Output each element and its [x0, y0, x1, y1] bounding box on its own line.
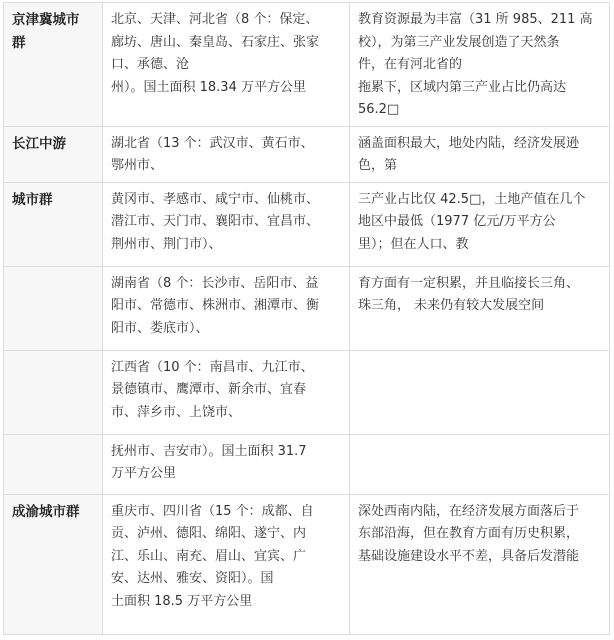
row-name-cell — [4, 434, 103, 494]
row-name-cell — [4, 350, 103, 434]
table-row — [4, 350, 610, 434]
table-row — [4, 126, 610, 182]
row-areas-cell: 湖北省（13 个：武汉市、黄石市、 鄂州市、 — [103, 126, 350, 182]
table-row — [4, 182, 610, 266]
row-name-cell: 京津冀城市 群 — [4, 3, 103, 127]
row-desc-cell: 育方面有一定积累，并且临接长三角、 珠三角， 未来仍有较大发展空间 — [350, 266, 610, 350]
row-areas-cell: 江西省（10 个：南昌市、九江市、 景德镇市、鹰潭市、新余市、宜春 市、萍乡市、上饶市、 — [103, 350, 350, 434]
row-desc-cell: 涵盖面积最大，地处内陆，经济发展逊 色，第 — [350, 126, 610, 182]
row-name-cell: 城市群 — [4, 182, 103, 266]
row-desc-cell: 深处西南内陆，在经济发展方面落后于 东部沿海，但在教育方面有历史积累， 基础设施建设水平不差，具备后发潜能 — [350, 494, 610, 634]
table-row — [4, 266, 610, 350]
row-name-cell: 成渝城市群 — [4, 494, 103, 634]
row-desc-cell — [350, 434, 610, 494]
row-name-cell — [4, 266, 103, 350]
row-areas-cell: 抚州市、吉安市）。国土面积 31.7 万平方公里 — [103, 434, 350, 494]
row-desc-cell: 教育资源最为丰富（31 所 985、211 高 校），为第三产业发展创造了天然条 件，在有河北省的 拖累下，区域内第三产业占比仍高达 56.2□ — [350, 3, 610, 127]
table-row — [4, 3, 610, 127]
table-row — [4, 494, 610, 634]
row-areas-cell: 重庆市、四川省（15 个：成都、自 贡、泸州、德阳、绵阳、遂宁、内 江、乐山、南充、眉山、宜宾、广 安、达州、雅安、资阳）。国 土面积 18.5 万平方公里 — [103, 494, 350, 634]
row-areas-cell: 北京、天津、河北省（8 个：保定、 廊坊、唐山、秦皇岛、石家庄、张家 口、承德、沧 州）。国土面积 18.34 万平方公里 — [103, 3, 350, 127]
row-desc-cell: 三产业占比仅 42.5□，土地产值在几个 地区中最低（1977 亿元/万平方公 里）；但在人口、教 — [350, 182, 610, 266]
row-name-cell: 长江中游 — [4, 126, 103, 182]
table-row — [4, 434, 610, 494]
region-table-wrapper — [3, 2, 611, 635]
row-areas-cell: 湖南省（8 个：长沙市、岳阳市、益 阳市、常德市、株洲市、湘潭市、衡 阳市、娄底市）、 — [103, 266, 350, 350]
region-comparison-table — [3, 2, 610, 635]
row-desc-cell — [350, 350, 610, 434]
row-areas-cell: 黄冈市、孝感市、咸宁市、仙桃市、 潜江市、天门市、襄阳市、宜昌市、 荆州市、荆门市）、 — [103, 182, 350, 266]
